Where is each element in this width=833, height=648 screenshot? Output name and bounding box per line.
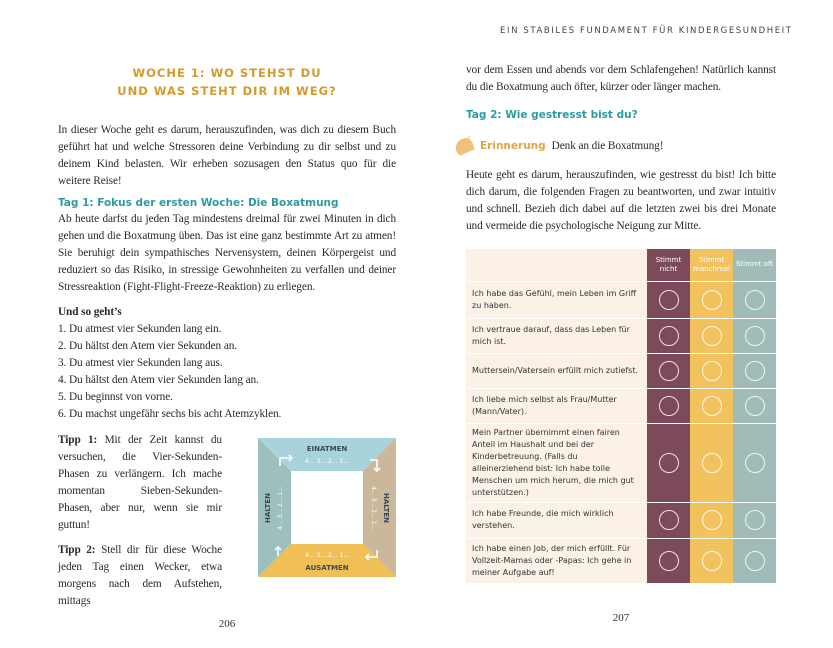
reminder-text: Denk an die Boxatmung! xyxy=(551,139,664,152)
col-stimmt-nicht: Stimmt nicht xyxy=(647,249,690,281)
question-text: Ich habe einen Job, der mich erfüllt. Für Vollzeit-Mamas oder -Papas: Ich gehe in meiner Aufgabe auf! xyxy=(466,538,647,583)
table-row xyxy=(466,423,776,502)
step: 1. Du atmest vier Sekunden lang ein. xyxy=(58,323,222,335)
answer-manchmal-radio[interactable] xyxy=(702,361,722,381)
answer-manchmal-radio[interactable] xyxy=(702,396,722,416)
count-left: 4... 3... 2... 1... xyxy=(277,486,284,530)
day2-heading: Tag 2: Wie gestresst bist du? xyxy=(466,109,638,121)
question-text: Ich habe das Gefühl, mein Leben im Griff zu haben. xyxy=(466,281,647,318)
tip1-label: Tipp 1: xyxy=(58,434,98,446)
answer-manchmal-radio[interactable] xyxy=(702,453,722,473)
answer-oft-radio[interactable] xyxy=(745,361,765,381)
steps-heading: Und so geht’s xyxy=(58,306,122,318)
answer-nicht-radio[interactable] xyxy=(659,453,679,473)
step: 3. Du atmest vier Sekunden lang aus. xyxy=(58,357,223,369)
tip2-label: Tipp 2: xyxy=(58,544,96,556)
answer-oft-radio[interactable] xyxy=(745,396,765,416)
col-stimmt-manchmal: Stimmt manchmal xyxy=(690,249,733,281)
answer-manchmal-radio[interactable] xyxy=(702,510,722,530)
count-bottom: 4... 3... 2... 1... xyxy=(305,552,349,559)
question-text: Muttersein/Vatersein erfüllt mich zutiefst. xyxy=(466,353,647,388)
answer-nicht-radio[interactable] xyxy=(659,361,679,381)
label-left: HALTEN xyxy=(264,493,272,523)
label-bottom: AUSATMEN xyxy=(305,564,349,572)
right-page xyxy=(466,62,776,624)
count-right: 4... 3... 2... 1... xyxy=(370,486,377,530)
answer-manchmal-radio[interactable] xyxy=(702,326,722,346)
question-text: Mein Partner übernimmt einen fairen Anteil im Haushalt und bei der Kinderbetreuung. (Falls du alleinerziehend bist: Ich habe tolle Menschen um mich herum, die mich gut unterstützen.) xyxy=(466,423,647,502)
steps-list xyxy=(58,321,396,423)
answer-nicht-radio[interactable] xyxy=(659,326,679,346)
table-row xyxy=(466,318,776,353)
answer-manchmal-radio[interactable] xyxy=(702,290,722,310)
table-row xyxy=(466,502,776,538)
bell-icon xyxy=(452,135,476,157)
answer-manchmal-radio[interactable] xyxy=(702,551,722,571)
count-top: 4... 3... 2... 1... xyxy=(305,458,349,465)
left-page xyxy=(58,64,396,630)
box-breathing-diagram xyxy=(258,438,396,577)
page-number-right: 207 xyxy=(612,612,630,624)
answer-oft-radio[interactable] xyxy=(745,326,765,346)
table-header xyxy=(466,249,776,281)
table-row xyxy=(466,281,776,318)
table-row xyxy=(466,388,776,423)
page-number-left: 206 xyxy=(218,618,236,630)
question-text: Ich liebe mich selbst als Frau/Mutter (Mann/Vater). xyxy=(466,388,647,423)
reminder-label: Erinnerung xyxy=(480,140,546,152)
running-head: EIN STABILES FUNDAMENT FÜR KINDERGESUNDHEIT xyxy=(500,26,793,36)
step: 5. Du beginnst von vorne. xyxy=(58,391,173,403)
step: 6. Du machst ungefähr sechs bis acht Atemzyklen. xyxy=(58,408,282,420)
label-top: EINATMEN xyxy=(306,445,348,453)
question-text: Ich habe Freunde, die mich wirklich verstehen. xyxy=(466,502,647,538)
step: 2. Du hältst den Atem vier Sekunden an. xyxy=(58,340,238,352)
tip1 xyxy=(58,432,222,534)
day1-heading: Tag 1: Fokus der ersten Woche: Die Boxatmung xyxy=(58,197,339,209)
tip1-text: Mit der Zeit kannst du versuchen, die Vier-Sekunden-Phasen zu verlängern. Ich mache momentan Sieben-Sekunden-Phasen, aber nur, wenn sie mir guttun! xyxy=(58,434,222,531)
answer-oft-radio[interactable] xyxy=(745,453,765,473)
answer-oft-radio[interactable] xyxy=(745,290,765,310)
tip2-text: Stell dir für diese Woche jeden Tag einen Wecker, etwa morgens nach dem Aufstehen, mittags xyxy=(58,544,222,607)
intro-paragraph: In dieser Woche geht es darum, herauszufinden, was dich zu diesem Buch geführt hat und welche Stressoren deine Verbindung zu dir selbst und zu deinem Kind belasten. Wir erheben sozusagen den Status quo für die weitere Reise! xyxy=(58,124,396,187)
answer-nicht-radio[interactable] xyxy=(659,396,679,416)
table-row xyxy=(466,353,776,388)
tip2 xyxy=(58,542,222,610)
answer-nicht-radio[interactable] xyxy=(659,290,679,310)
tips xyxy=(58,432,222,610)
tips-row xyxy=(58,432,396,610)
continued-paragraph: vor dem Essen und abends vor dem Schlafengehen! Natürlich kannst du die Boxatmung auch öfter, kürzer oder länger machen. xyxy=(466,64,776,93)
stress-questionnaire xyxy=(466,249,776,584)
title-line: WOCHE 1: WO STEHST DU xyxy=(132,66,322,80)
answer-oft-radio[interactable] xyxy=(745,510,765,530)
question-text: Ich vertraue darauf, dass das Leben für mich ist. xyxy=(466,318,647,353)
col-stimmt-oft: Stimmt oft xyxy=(733,249,776,281)
title-line: UND WAS STEHT DIR IM WEG? xyxy=(117,84,337,98)
reminder xyxy=(466,135,776,157)
day1-paragraph: Ab heute darfst du jeden Tag mindestens dreimal für zwei Minuten in dich gehen und die Boxatmung üben. Das ist eine ganz bestimmte Art zu atmen! Sie beruhigt dein sympathisches Nervensystem, deinen Körpergeist und reduziert so das Risiko, in stressige Gewohnheiten zu verfallen und deiner Stressreaktion (Fight-Flight-Freeze-Reaktion) zu erliegen. xyxy=(58,213,396,293)
label-right: HALTEN xyxy=(382,493,390,523)
step: 4. Du hältst den Atem vier Sekunden lang an. xyxy=(58,374,259,386)
answer-oft-radio[interactable] xyxy=(745,551,765,571)
answer-nicht-radio[interactable] xyxy=(659,510,679,530)
table-row xyxy=(466,538,776,583)
day2-paragraph: Heute geht es darum, herauszufinden, wie gestresst du bist! Ich bitte dich darum, die folgenden Fragen zu beantworten, und zwar intuitiv und schnell. Bezieh dich dabei auf die letzten zwei bis drei Monate und vermeide die psychologische Neigung zur Mitte. xyxy=(466,169,776,232)
page-title xyxy=(58,64,396,100)
answer-nicht-radio[interactable] xyxy=(659,551,679,571)
